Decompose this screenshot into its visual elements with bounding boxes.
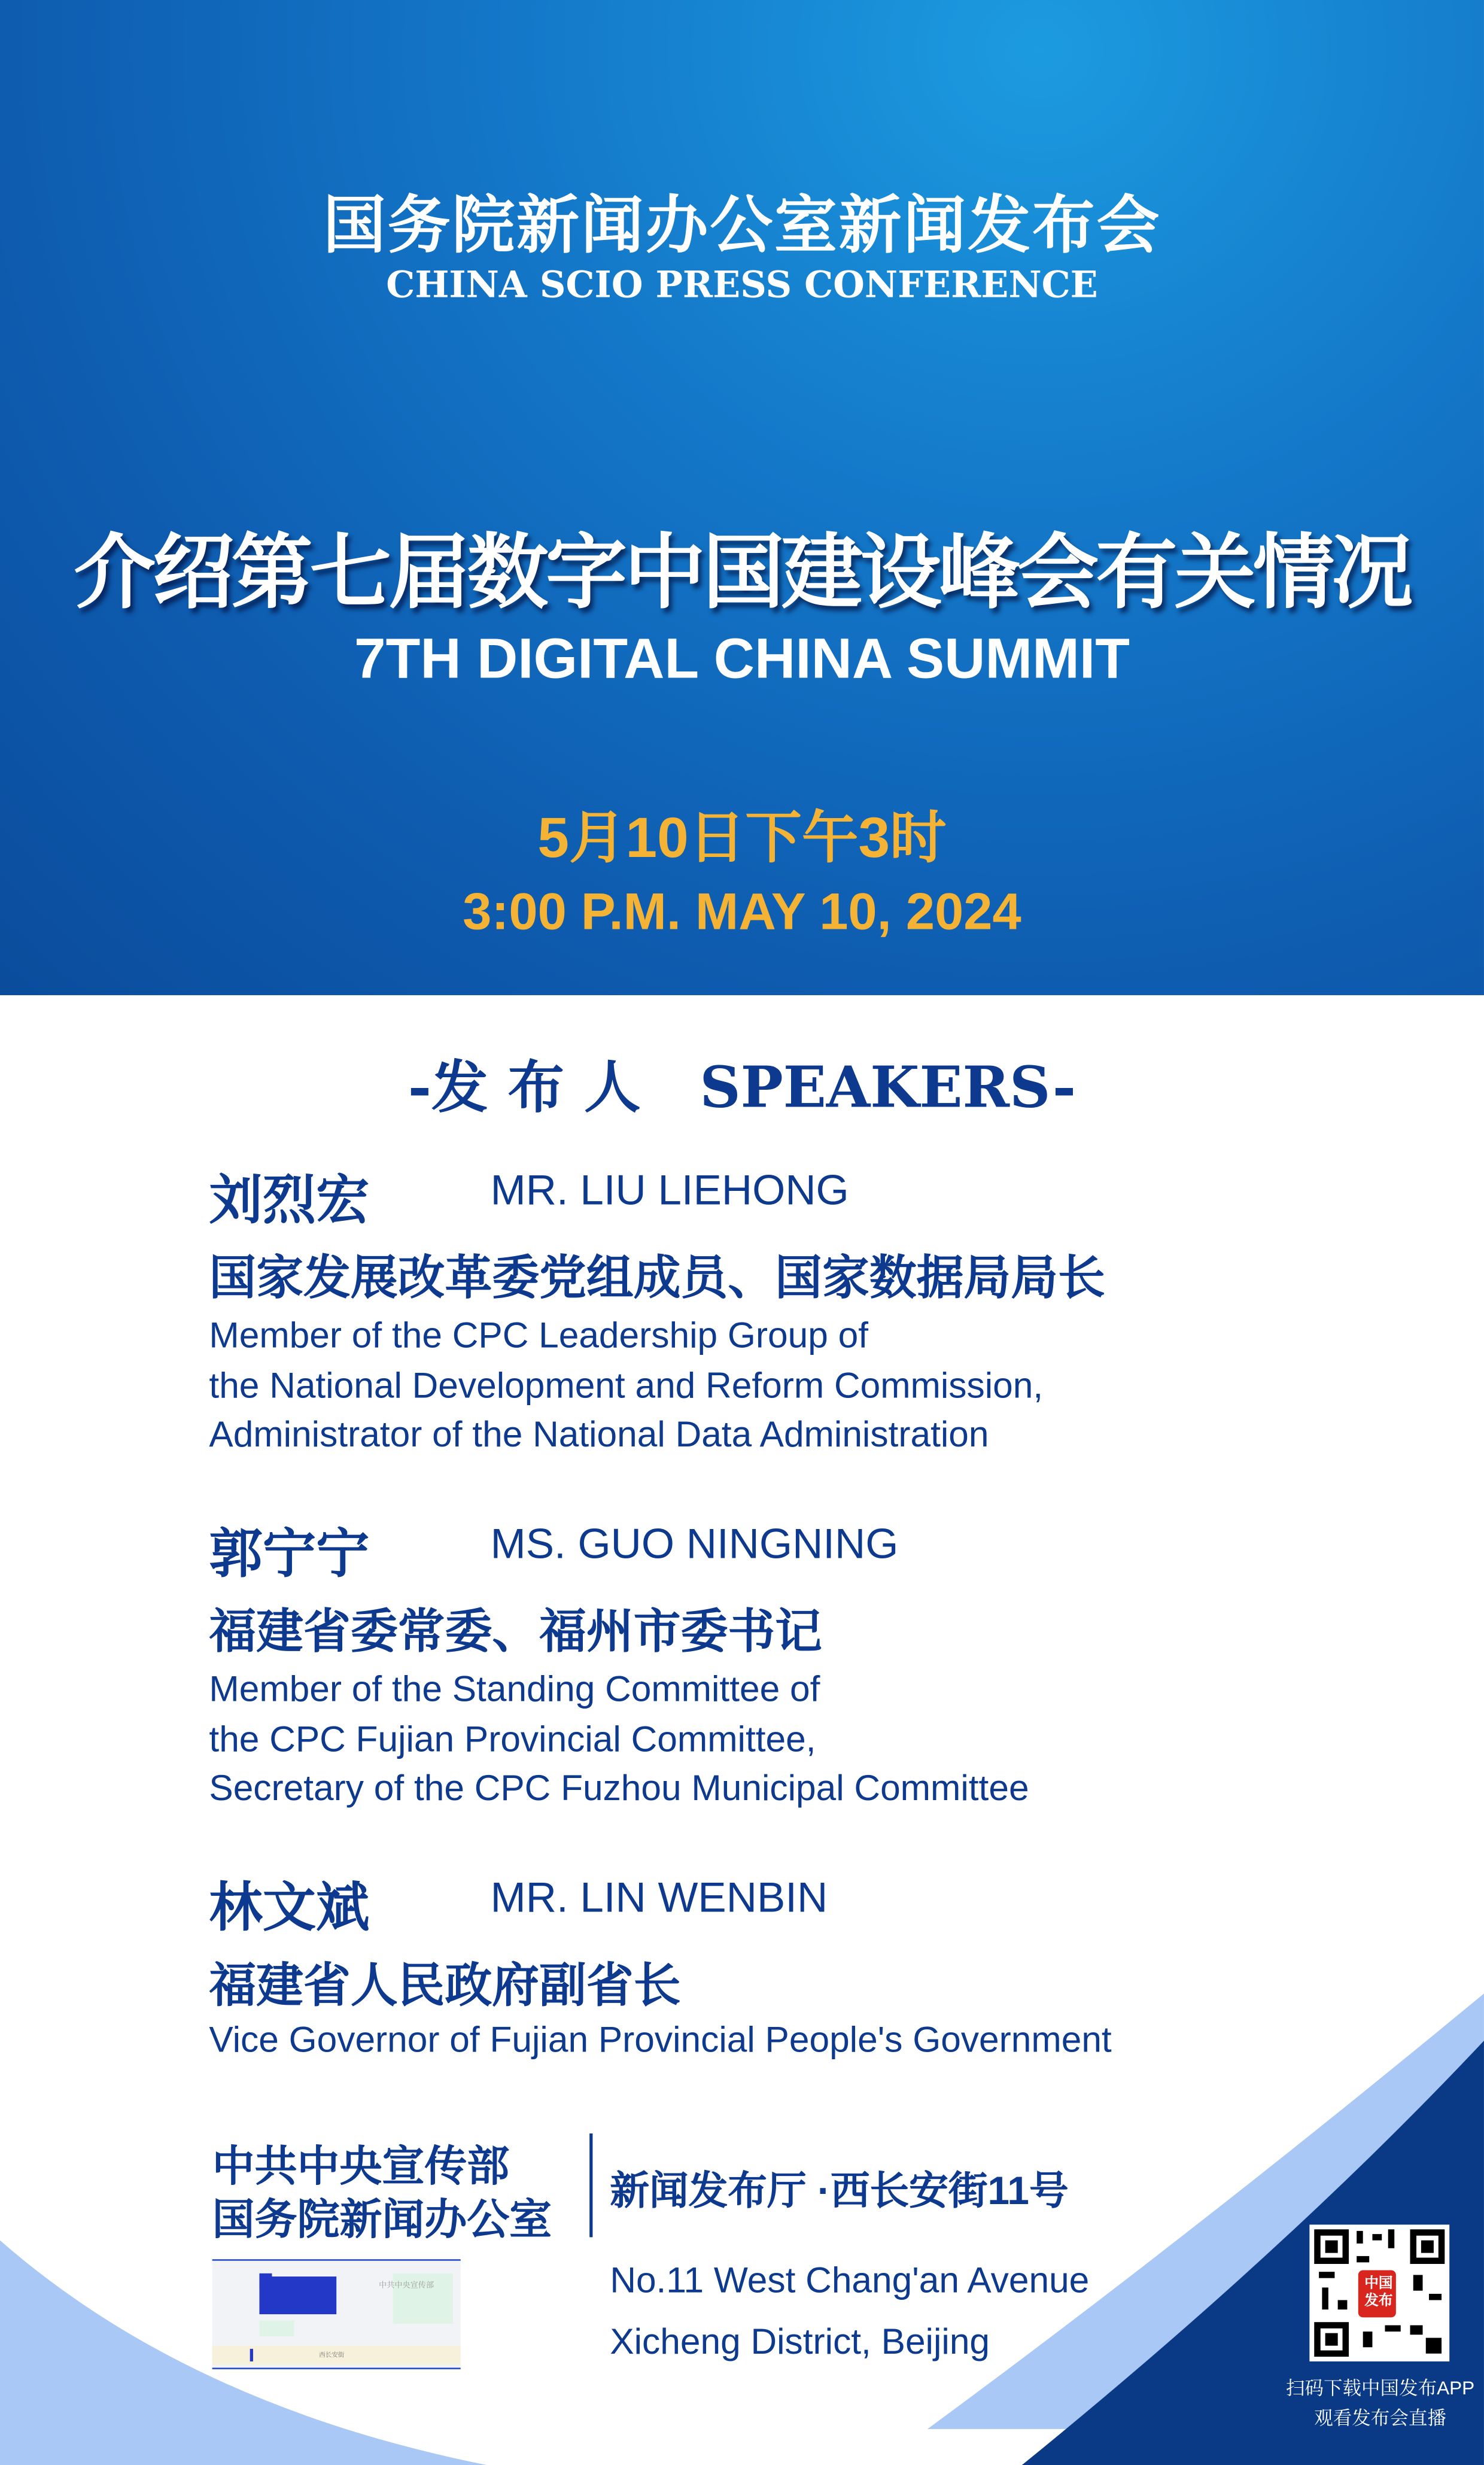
speaker-title-en: Member of the Standing Committee of (209, 1668, 820, 1709)
speaker-name-cn: 刘烈宏 (209, 1169, 370, 1233)
speaker-title-cn: 福建省委常委、福州市委书记 (209, 1605, 822, 1661)
speaker-name-cn: 林文斌 (209, 1877, 370, 1940)
speaker-title-cn: 福建省人民政府副省长 (209, 1959, 681, 2014)
speaker-title-cn: 国家发展改革委党组成员、国家数据局局长 (209, 1251, 1105, 1307)
address-en-1: No.11 West Chang'an Avenue (610, 2259, 1090, 2300)
speaker-name-en: MR. LIN WENBIN (490, 1874, 828, 1922)
speaker-title-en: Vice Governor of Fujian Provincial People's Government (209, 2019, 1112, 2060)
speaker-name-cn: 郭宁宁 (209, 1523, 370, 1586)
date-cn: 5月10日下午3时 (537, 805, 947, 870)
speaker-title-en: Secretary of the CPC Fuzhou Municipal Committee (209, 1767, 1029, 1809)
venue-cn: 新闻发布厅 ·西长安街11号 (610, 2169, 1069, 2214)
date-en: 3:00 P.M. MAY 10, 2024 (463, 882, 1021, 941)
speakers-heading: -发 布 人 SPEAKERS- (408, 1054, 1076, 1121)
speaker-name-en: MR. LIU LIEHONG (490, 1166, 849, 1214)
footer-divider (589, 2133, 592, 2237)
org-title-en: CHINA SCIO PRESS CONFERENCE (386, 264, 1098, 307)
qr-logo-text: 中国发布 (1364, 2275, 1393, 2308)
location-map (212, 2259, 461, 2369)
map-label-street: 西长安街 (319, 2350, 345, 2358)
address-en-2: Xicheng District, Beijing (610, 2320, 990, 2361)
event-title-en: 7TH DIGITAL CHINA SUMMIT (354, 625, 1130, 691)
org-title-cn: 国务院新闻办公室新闻发布会 (323, 189, 1161, 263)
footer-org-1: 中共中央宣传部 (212, 2142, 510, 2190)
speaker-name-en: MS. GUO NINGNING (490, 1520, 899, 1568)
footer-org-2: 国务院新闻办公室 (212, 2196, 552, 2244)
qr-caption-1: 扫码下载中国发布APP (1285, 2377, 1475, 2399)
qr-caption-2: 观看发布会直播 (1314, 2407, 1446, 2429)
arrow-icon (250, 2349, 253, 2361)
qr-code[interactable] (1309, 2224, 1449, 2361)
speaker-title-en: the CPC Fujian Provincial Committee, (209, 1718, 816, 1759)
speaker-title-en: Administrator of the National Data Administration (209, 1413, 989, 1455)
map-label-building: 中共中央宣传部 (379, 2281, 434, 2291)
event-title-cn: 介绍第七届数字中国建设峰会有关情况 (74, 528, 1410, 620)
speaker-title-en: the National Development and Reform Commission, (209, 1364, 1044, 1406)
speaker-title-en: Member of the CPC Leadership Group of (209, 1314, 869, 1355)
